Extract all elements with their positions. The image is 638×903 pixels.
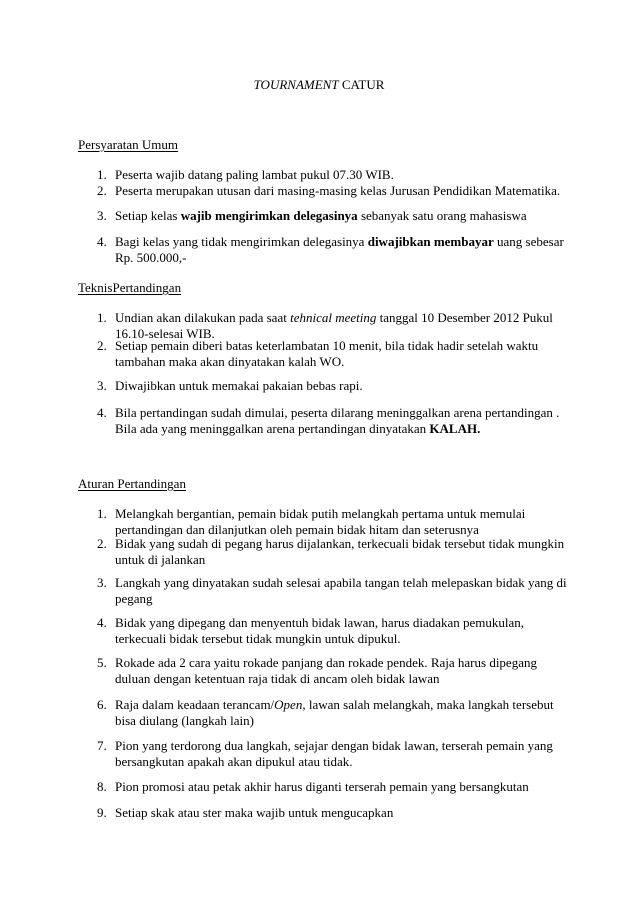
list-item	[97, 234, 572, 266]
text-run: Setiap skak atau ster maka wajib untuk mengucapkan	[115, 805, 394, 820]
text-run: Pion yang terdorong dua langkah, sejajar dengan bidak lawan, terserah pemain yang bersangkutan apakah akan dipukul atau tidak.	[115, 738, 553, 769]
bold-text: wajib mengirimkan delegasinya	[180, 208, 358, 223]
list-item-text	[115, 506, 572, 538]
list-item-text	[115, 234, 572, 266]
list-item	[97, 779, 572, 795]
text-run: Rokade ada 2 cara yaitu rokade panjang dan rokade pendek. Raja harus dipegang duluan dengan ketentuan raja tidak di ancam oleh bidak lawan	[115, 655, 537, 686]
list-item-number: 7.	[97, 738, 107, 753]
list-item-text	[115, 338, 572, 370]
list-item-number: 3.	[97, 208, 107, 223]
list-item	[97, 183, 572, 199]
text-run: Setiap kelas	[115, 208, 181, 223]
list-item	[97, 506, 572, 538]
list-item-number: 2.	[97, 536, 107, 551]
list-item-text	[115, 779, 572, 795]
text-run: sebanyak satu orang mahasiswa	[357, 208, 527, 223]
list-item	[97, 805, 572, 821]
list-item-number: 2.	[97, 338, 107, 353]
text-run: Bidak yang dipegang dan menyentuh bidak lawan, harus diadakan pemukulan, terkecuali bidak tersebut tidak mungkin untuk dipukul.	[115, 615, 525, 646]
list-item	[97, 615, 572, 647]
list-item-number: 3.	[97, 378, 107, 393]
list-item-number: 9.	[97, 805, 107, 820]
list-item	[97, 405, 572, 437]
italic-text: tehnical meeting	[290, 310, 377, 325]
list-item-number: 4.	[97, 615, 107, 630]
text-run: Raja dalam keadaan terancam/	[115, 697, 275, 712]
list-item-text	[115, 738, 572, 770]
list-item-text	[115, 167, 572, 183]
section-heading-aturan-pertandingan: Aturan Pertandingan	[78, 476, 186, 491]
list-item-number: 3.	[97, 575, 107, 590]
list-item	[97, 208, 572, 224]
list-item-text	[115, 183, 572, 199]
section-heading-persyaratan-umum: Persyaratan Umum	[78, 137, 179, 152]
list-item-text	[115, 655, 572, 687]
list-item	[97, 575, 572, 607]
text-run: Melangkah bergantian, pemain bidak putih melangkah pertama untuk memulai pertandingan dan dilanjutkan oleh pemain bidak hitam dan seterusnya	[115, 506, 526, 537]
title-rest-part: CATUR	[338, 77, 385, 92]
list-item-number: 4.	[97, 234, 107, 249]
list-item-text	[115, 536, 572, 568]
text-run: Pion promosi atau petak akhir harus diganti terserah pemain yang bersangkutan	[115, 779, 529, 794]
text-run: Undian akan dilakukan pada saat	[115, 310, 291, 325]
text-run: Bila pertandingan sudah dimulai, peserta dilarang meninggalkan arena pertandingan . Bila ada yang meninggalkan arena pertandingan dinyatakan	[115, 405, 560, 436]
list-item-text	[115, 805, 572, 821]
list-item-number: 1.	[97, 167, 107, 182]
text-run: Peserta merupakan utusan dari masing-masing kelas Jurusan Pendidikan Matematika.	[115, 183, 561, 198]
document-title	[0, 77, 638, 93]
list-item-text	[115, 697, 572, 729]
bold-text: KALAH.	[429, 421, 481, 436]
list-item	[97, 655, 572, 687]
list-item-number: 5.	[97, 655, 107, 670]
text-run: Bagi kelas yang tidak mengirimkan delegasinya	[115, 234, 368, 249]
text-run: Bidak yang sudah di pegang harus dijalankan, terkecuali bidak tersebut tidak mungkin untuk di jalankan	[115, 536, 565, 567]
text-run: Langkah yang dinyatakan sudah selesai apabila tangan telah melepaskan bidak yang di pegang	[115, 575, 567, 606]
list-item-number: 2.	[97, 183, 107, 198]
list-item	[97, 338, 572, 370]
list-item-text	[115, 378, 572, 394]
text-run: Setiap pemain diberi batas keterlambatan 10 menit, bila tidak hadir setelah waktu tambahan maka akan dinyatakan kalah WO.	[115, 338, 539, 369]
text-run: Diwajibkan untuk memakai pakaian bebas rapi.	[115, 378, 363, 393]
text-run: tanggal 10 Desember 2012 Pukul 16.10-selesai WIB.	[115, 310, 553, 341]
list-item-number: 1.	[97, 310, 107, 325]
list-item-text	[115, 208, 572, 224]
text-run: , lawan salah melangkah, maka langkah tersebut bisa diulang (langkah lain)	[115, 697, 554, 728]
list-item	[97, 378, 572, 394]
list-item-number: 6.	[97, 697, 107, 712]
italic-text: Open	[274, 697, 303, 712]
list-item	[97, 738, 572, 770]
list-item-number: 4.	[97, 405, 107, 420]
list-item-text	[115, 615, 572, 647]
list-item	[97, 697, 572, 729]
section-heading-teknis-pertandingan: TeknisPertandingan	[78, 280, 182, 295]
bold-text: diwajibkan membayar	[367, 234, 494, 249]
text-run: uang sebesar Rp. 500.000,-	[115, 234, 564, 265]
list-item-text	[115, 575, 572, 607]
list-item	[97, 536, 572, 568]
list-item-number: 8.	[97, 779, 107, 794]
title-italic-part: TOURNAMENT	[253, 77, 339, 92]
text-run: Peserta wajib datang paling lambat pukul 07.30 WIB.	[115, 167, 394, 182]
list-item-number: 1.	[97, 506, 107, 521]
list-item	[97, 167, 572, 183]
list-item-text	[115, 405, 572, 437]
